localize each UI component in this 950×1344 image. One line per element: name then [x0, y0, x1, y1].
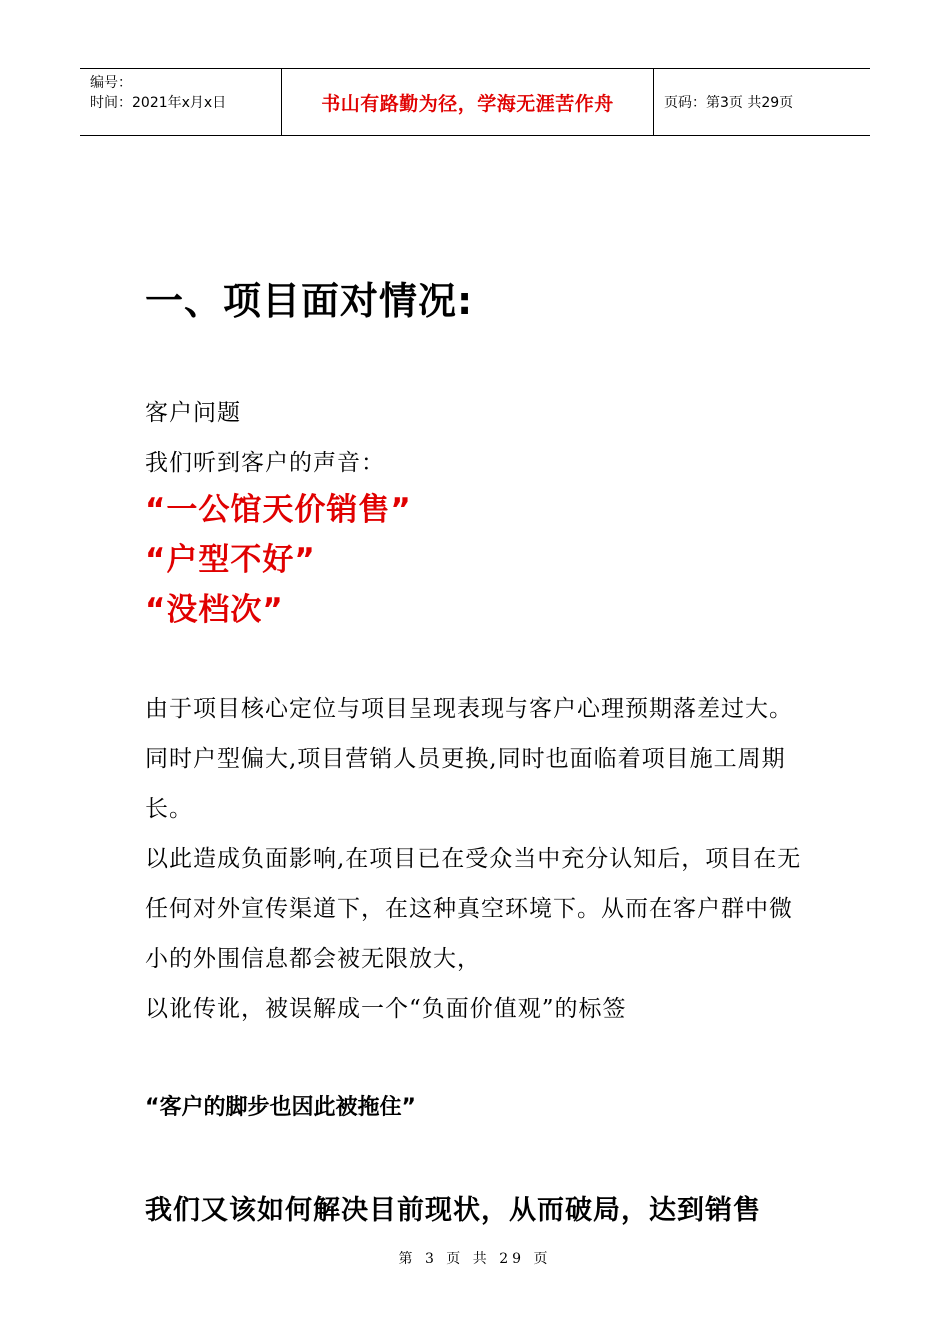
section-heading: 一、项目面对情况: [145, 279, 474, 323]
red-quote-2: “户型不好” [145, 542, 316, 578]
final-question: 我们又该如何解决目前现状，从而破局，达到销售 [145, 1195, 761, 1226]
paragraph-rumor: 以讹传讹，被误解成一个“负面价值观”的标签 [145, 996, 627, 1022]
header-meta-cell [80, 69, 282, 135]
page-header [80, 68, 870, 136]
red-quote-1: “一公馆天价销售” [145, 492, 412, 528]
header-number-label: 编号： [90, 75, 132, 91]
header-date-label: 时间：2021年x月x日 [90, 95, 227, 111]
red-quote-3: “没档次” [145, 592, 284, 628]
paragraph-positioning-gap: 由于项目核心定位与项目呈现表现与客户心理预期落差过大。 [145, 696, 793, 722]
paragraph-unit-size: 同时户型偏大,项目营销人员更换,同时也面临着项目施工周期长。 [145, 746, 786, 822]
bold-quote: “客户的脚步也因此被拖住” [145, 1095, 416, 1120]
intro-line-customer-voice: 我们听到客户的声音： [145, 450, 385, 476]
intro-block [145, 388, 810, 488]
header-page-code: 页码：第3页 共29页 [664, 95, 794, 111]
intro-line-customer-issues: 客户问题 [145, 400, 241, 426]
header-motto: 书山有路勤为径，学海无涯苦作舟 [282, 69, 654, 135]
page-footer: 第 3 页 共 29 页 [398, 1251, 552, 1267]
paragraph-negative-impact: 以此造成负面影响,在项目已在受众当中充分认知后，项目在无任何对外宣传渠道下，在这种真空环境下。从而在客户群中微小的外围信息都会被无限放大， [145, 846, 802, 972]
body-paragraphs [145, 684, 810, 1034]
